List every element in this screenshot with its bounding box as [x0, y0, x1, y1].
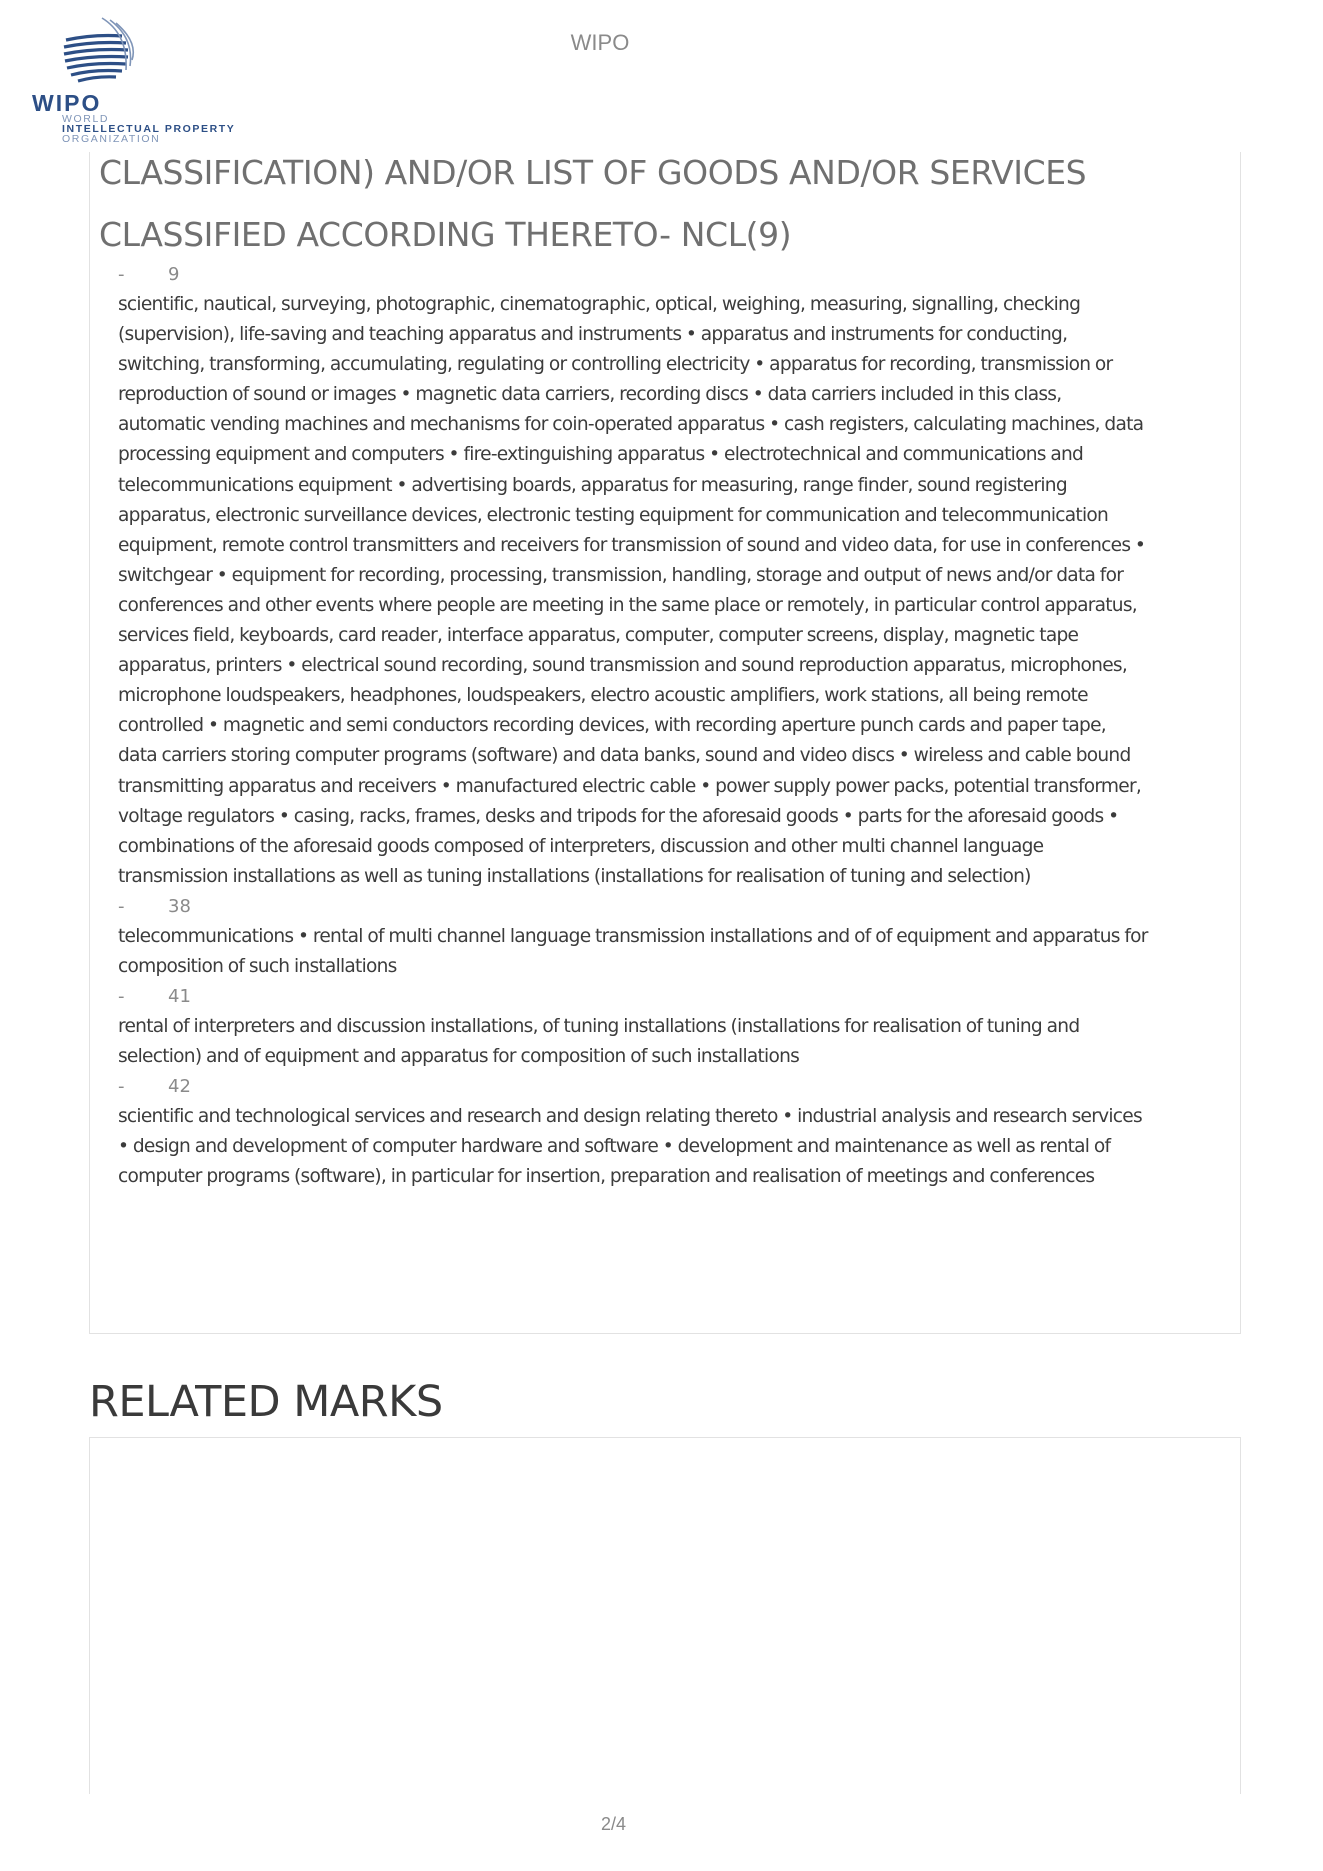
goods-services-heading — [99, 142, 1219, 266]
class-dash: - — [118, 986, 125, 1008]
class-number-row — [118, 892, 1148, 922]
logo-line-world: WORLD — [62, 113, 110, 125]
class-item — [118, 1072, 1148, 1192]
class-number: 38 — [168, 895, 191, 917]
logo-line-org: ORGANIZATION — [62, 133, 161, 145]
class-description: scientific and technological services and research and design relating thereto • industrial analysis and research services • design and development of computer hardware and software • development and maintenance as well as rental of computer programs (software), in particular for insertion, preparation and realisation of meetings and conferences — [118, 1106, 1142, 1188]
class-dash: - — [118, 264, 125, 285]
class-number: 9 — [168, 264, 180, 285]
class-number-row — [118, 260, 1148, 290]
class-number-row — [118, 982, 1148, 1012]
header-title: WIPO — [570, 30, 630, 55]
logo-line-ip: INTELLECTUAL PROPERTY — [62, 123, 236, 135]
class-description: rental of interpreters and discussion installations, of tuning installations (installations for realisation of tuning and selection) and of equipment and apparatus for composition of such installations — [118, 1016, 1080, 1068]
class-list — [118, 260, 1148, 1193]
class-number: 41 — [168, 986, 191, 1008]
related-marks-panel — [89, 1437, 1241, 1794]
heading-line-2: CLASSIFIED ACCORDING THERETO- NCL(9) — [99, 215, 792, 254]
logo-wordmark: WIPO — [32, 90, 102, 116]
class-number: 42 — [168, 1076, 191, 1098]
class-description: scientific, nautical, surveying, photographic, cinematographic, optical, weighing, measuring, signalling, checking (supervision), life-saving and teaching apparatus and instruments • apparatus and instruments for conducting, switching, transforming, accumulating, regulating or controlling electricity • apparatus for recording, transmission or reproduction of sound or images • magnetic data carriers, recording discs • data carriers included in this class, automatic vending machines and mechanisms for coin-operated apparatus • cash registers, calculating machines, data processing equipment and computers • fire-extinguishing apparatus • electrotechnical and communications and telecommunications equipment • advertising boards, apparatus for measuring, range finder, sound registering apparatus, electronic surveillance devices, electronic testing equipment for communication and telecommunication equipment, remote control transmitters and receivers for transmission of sound and video data, for use in conferences • switchgear • equipment for recording, processing, transmission, handling, storage and output of news and/or data for conferences and other events where people are meeting in the same place or remotely, in particular control apparatus, services field, keyboards, card reader, interface apparatus, computer, computer screens, display, magnetic tape apparatus, printers • electrical sound recording, sound transmission and sound reproduction apparatus, microphones, microphone loudspeakers, headphones, loudspeakers, electro acoustic amplifiers, work stations, all being remote controlled • magnetic and semi conductors recording devices, with recording aperture punch cards and paper tape, data carriers storing computer programs (software) and data banks, sound and video discs • wireless and cable bound transmitting apparatus and receivers • manufactured electric cable • power supply power packs, potential transformer, voltage regulators • casing, racks, frames, desks and tripods for the aforesaid goods • parts for the aforesaid goods • combinations of the aforesaid goods composed of interpreters, discussion and other multi channel language transmission installations as well as tuning installations (installations for realisation of tuning and selection) — [118, 294, 1146, 887]
class-item — [118, 260, 1148, 892]
class-number-row — [118, 1072, 1148, 1102]
wipo-logo — [30, 14, 300, 144]
heading-line-1: CLASSIFICATION) AND/OR LIST OF GOODS AND/OR SERVICES — [99, 153, 1087, 192]
related-marks-heading: RELATED MARKS — [89, 1377, 443, 1427]
class-dash: - — [118, 895, 125, 917]
class-dash: - — [118, 1076, 125, 1098]
class-item — [118, 892, 1148, 982]
page-number: 2/4 — [600, 1814, 627, 1834]
class-description: telecommunications • rental of multi channel language transmission installations and of of equipment and apparatus for composition of such installations — [118, 925, 1148, 977]
class-item — [118, 982, 1148, 1072]
wipo-globe-icon — [58, 14, 148, 92]
